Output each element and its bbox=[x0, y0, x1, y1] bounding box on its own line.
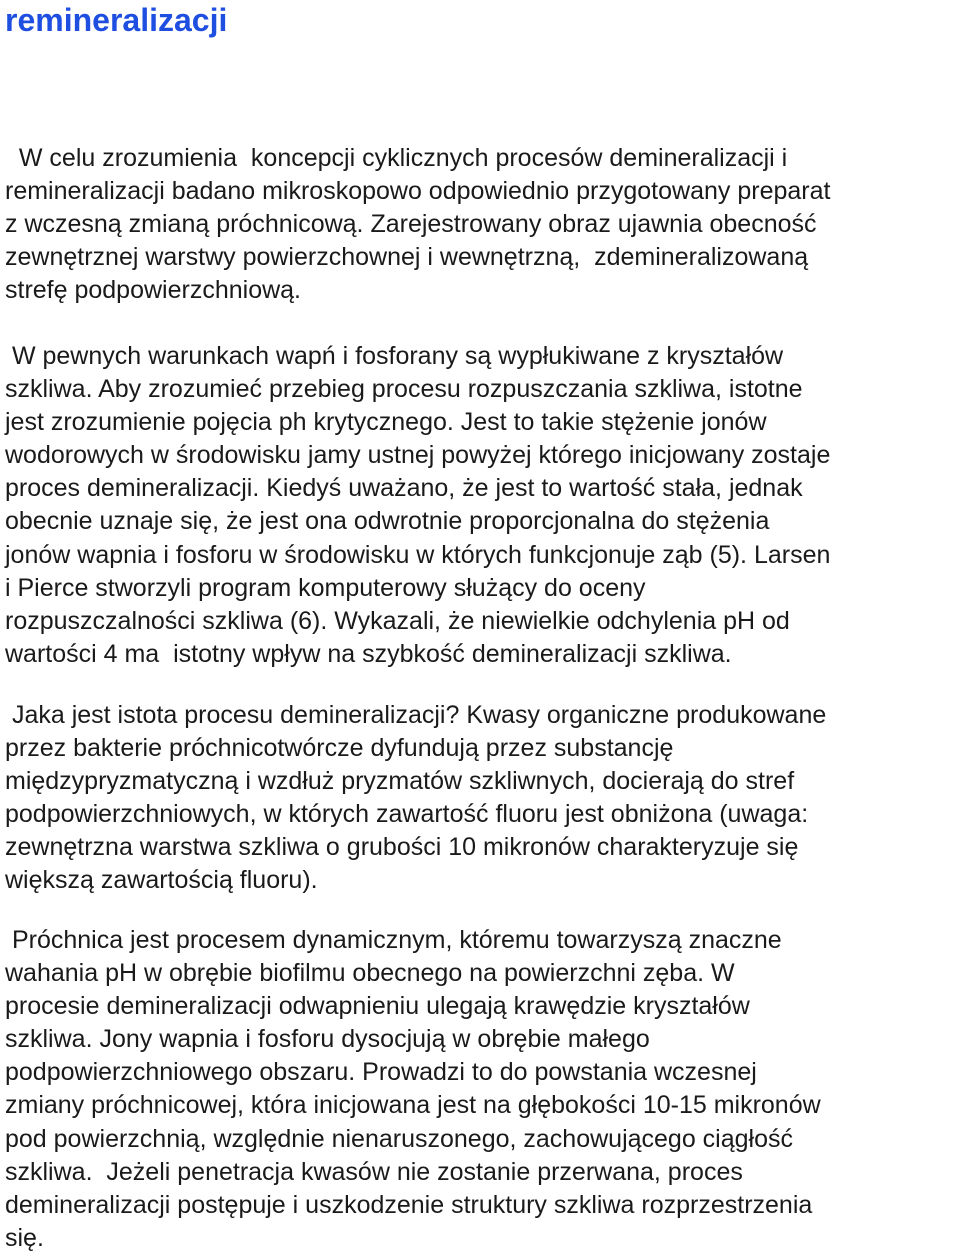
text-line: pod powierzchnią, względnie nienaruszonego, zachowującego ciągłość bbox=[5, 1124, 794, 1153]
text-line: proces demineralizacji. Kiedyś uważano, że jest to wartość stała, jednak bbox=[5, 474, 803, 503]
text-line: rozpuszczalności szkliwa (6). Wykazali, że niewielkie odchylenia pH od bbox=[5, 606, 790, 635]
paragraph-demineralization-essence bbox=[5, 699, 957, 898]
text-line: z wczesną zmianą próchnicową. Zarejestrowany obraz ujawnia obecność bbox=[5, 210, 817, 239]
text-line: Próchnica jest procesem dynamicznym, któremu towarzyszą znaczne bbox=[5, 926, 782, 954]
text-line: szkliwa. Jeżeli penetracja kwasów nie zostanie przerwana, proces bbox=[5, 1157, 743, 1186]
text-line: zewnętrzna warstwa szkliwa o grubości 10 mikronów charakteryzuje się bbox=[5, 833, 799, 862]
text-line: remineralizacji badano mikroskopowo odpowiednio przygotowany preparat bbox=[5, 177, 831, 206]
paragraph-caries-dynamics bbox=[5, 924, 957, 1255]
text-line: podpowierzchniowych, w których zawartość fluoru jest obniżona (uwaga: bbox=[5, 800, 809, 829]
document-heading: remineralizacji bbox=[5, 2, 228, 38]
paragraph-cyclic-processes bbox=[5, 142, 957, 307]
paragraph-critical-ph bbox=[5, 340, 957, 671]
text-line: zmiany próchnicowej, która inicjowana jest na głębokości 10-15 mikronów bbox=[5, 1091, 821, 1120]
text-line: wahania pH w obrębie biofilmu obecnego na powierzchni zęba. W bbox=[5, 959, 735, 988]
text-line: W pewnych warunkach wapń i fosforany są wypłukiwane z kryształów bbox=[5, 342, 784, 370]
text-line: wodorowych w środowisku jamy ustnej powyżej którego inicjowany zostaje bbox=[5, 441, 831, 470]
text-line: strefę podpowierzchniową. bbox=[5, 276, 301, 305]
text-line: jest zrozumienie pojęcia ph krytycznego. Jest to takie stężenie jonów bbox=[5, 408, 767, 437]
text-line: zewnętrznej warstwy powierzchownej i wewnętrzną, zdemineralizowaną bbox=[5, 243, 809, 272]
text-line: Jaka jest istota procesu demineralizacji? Kwasy organiczne produkowane bbox=[5, 701, 827, 729]
text-line: przez bakterie próchnicotwórcze dyfundują przez substancję bbox=[5, 734, 674, 763]
text-line: jonów wapnia i fosforu w środowisku w których funkcjonuje ząb (5). Larsen bbox=[5, 540, 831, 569]
text-line: W celu zrozumienia koncepcji cyklicznych procesów demineralizacji i bbox=[5, 144, 788, 172]
text-line: demineralizacji postępuje i uszkodzenie struktury szkliwa rozprzestrzenia bbox=[5, 1190, 813, 1219]
text-line: podpowierzchniowego obszaru. Prowadzi to do powstania wczesnej bbox=[5, 1058, 757, 1087]
text-line: większą zawartością fluoru). bbox=[5, 866, 318, 895]
text-line: szkliwa. Aby zrozumieć przebieg procesu rozpuszczania szkliwa, istotne bbox=[5, 375, 803, 404]
text-line: procesie demineralizacji odwapnieniu ulegają krawędzie kryształów bbox=[5, 992, 750, 1021]
text-line: i Pierce stworzyli program komputerowy służący do oceny bbox=[5, 573, 646, 602]
text-line: szkliwa. Jony wapnia i fosforu dysocjują w obrębie małego bbox=[5, 1025, 650, 1054]
text-line: wartości 4 ma istotny wpływ na szybkość demineralizacji szkliwa. bbox=[5, 639, 732, 668]
text-line: międzypryzmatyczną i wzdłuż pryzmatów szkliwnych, docierają do stref bbox=[5, 767, 795, 796]
text-line: obecnie uznaje się, że jest ona odwrotnie proporcjonalna do stężenia bbox=[5, 507, 770, 536]
text-line: się. bbox=[5, 1223, 44, 1252]
